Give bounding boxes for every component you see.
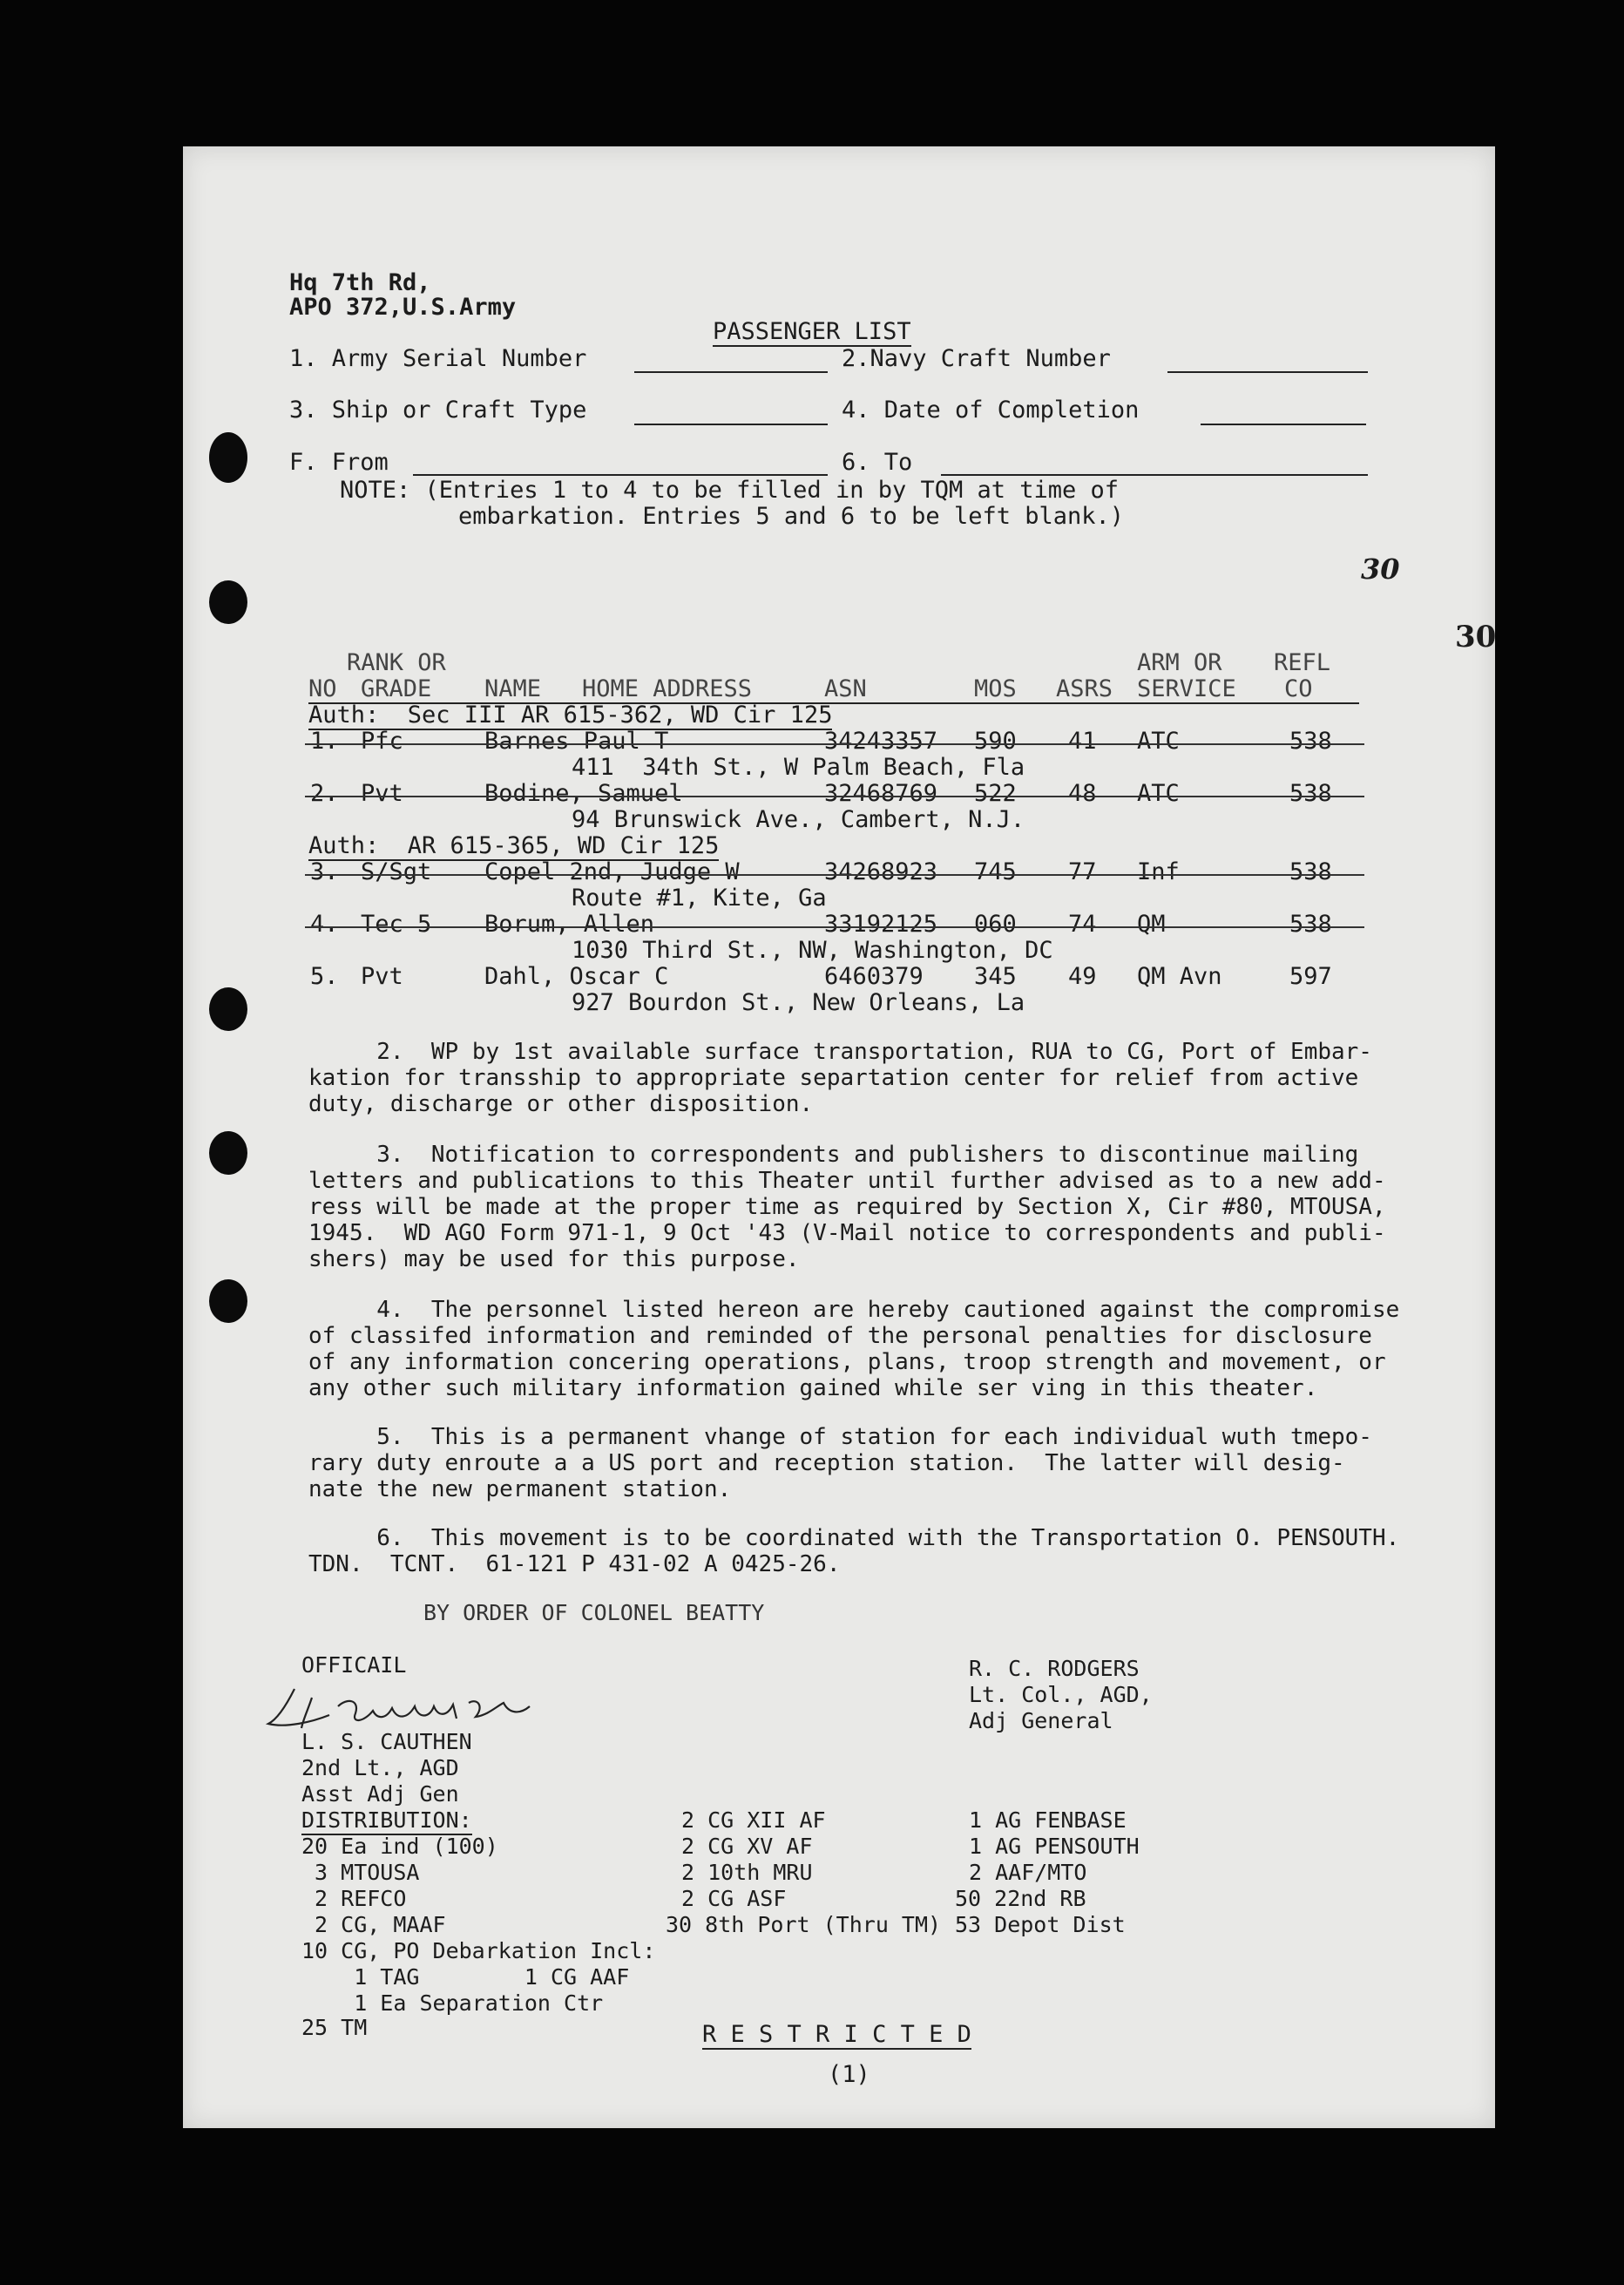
row-2-mos: 522 — [974, 780, 1017, 807]
paragraph-line: any other such military information gained while ser ving in this theater. — [308, 1375, 1318, 1401]
row-3-no: 3. — [310, 858, 339, 885]
signer-left-title: Asst Adj Gen — [301, 1781, 459, 1807]
distribution-item: 2 CG, MAAF — [301, 1912, 446, 1937]
form-note-line-1: NOTE: (Entries 1 to 4 to be filled in by TQM at time of — [340, 477, 1120, 504]
distribution-item: 1 TAG 1 CG AAF — [301, 1964, 630, 1990]
row-1-name: Barnes Paul T — [484, 728, 669, 755]
distribution-item: 10 CG, PO Debarkation Incl: — [301, 1938, 656, 1963]
col-header-home-address: HOME ADDRESS — [582, 675, 753, 702]
document-title: PASSENGER LIST — [713, 318, 911, 345]
row-3-co: 538 — [1289, 858, 1332, 885]
punch-hole — [209, 1131, 247, 1175]
col-header-service: SERVICE — [1137, 675, 1236, 702]
row-5-grade: Pvt — [361, 963, 403, 990]
row-4-asn: 33192125 — [824, 911, 938, 938]
distribution-item: 2 CG ASF — [681, 1886, 787, 1911]
field-date-of-completion: 4. Date of Completion — [842, 397, 1140, 424]
row-5-asn: 6460379 — [824, 963, 924, 990]
row-4-mos: 060 — [974, 911, 1017, 938]
row-4-grade: Tec 5 — [361, 911, 432, 938]
signer-right-name: R. C. RODGERS — [969, 1656, 1140, 1681]
col-header-asn: ASN — [824, 675, 867, 702]
field-army-serial-number: 1. Army Serial Number — [289, 345, 587, 372]
paragraph-line: 5. This is a permanent vhange of station for each individual wuth tmepo- — [308, 1424, 1372, 1450]
punch-hole — [209, 987, 247, 1031]
row-1-address: 411 34th St., W Palm Beach, Fla — [572, 754, 1025, 781]
row-1-mos: 590 — [974, 728, 1017, 755]
strike-line — [305, 796, 1364, 797]
paragraph-line: nate the new permanent station. — [308, 1476, 732, 1502]
row-2-no: 2. — [310, 780, 339, 807]
col-header-grade: GRADE — [361, 675, 432, 702]
field-to: 6. To — [842, 449, 913, 476]
row-3-name: Copel 2nd, Judge W — [484, 858, 740, 885]
row-2-grade: Pvt — [361, 780, 403, 807]
classification-marking: R E S T R I C T E D — [702, 2021, 971, 2048]
punch-hole — [209, 1279, 247, 1323]
paragraph-line: kation for transship to appropriate separtation center for relief from active — [308, 1065, 1359, 1091]
blank-line — [634, 424, 828, 425]
strike-line — [305, 743, 1364, 745]
edge-number: 30 — [1455, 620, 1497, 654]
strike-line — [305, 926, 1364, 928]
punch-hole — [209, 432, 247, 483]
distribution-item: 1 Ea Separation Ctr — [301, 1990, 604, 2016]
row-3-mos: 745 — [974, 858, 1017, 885]
row-4-no: 4. — [310, 911, 339, 938]
row-2-service: ATC — [1137, 780, 1180, 807]
row-2-asrs: 48 — [1068, 780, 1097, 807]
row-2-asn: 32468769 — [824, 780, 938, 807]
blank-line — [634, 371, 828, 373]
row-1-asn: 34243357 — [824, 728, 938, 755]
blank-line — [1167, 371, 1368, 373]
paragraph-line: 2. WP by 1st available surface transportation, RUA to CG, Port of Embar- — [308, 1039, 1372, 1065]
col-header-arm-top: ARM OR — [1137, 649, 1222, 676]
row-4-service: QM — [1137, 911, 1166, 938]
col-header-refl-top: REFL — [1274, 649, 1331, 676]
row-5-no: 5. — [310, 963, 339, 990]
distribution-item: 53 Depot Dist — [955, 1912, 1126, 1937]
row-5-name: Dahl, Oscar C — [484, 963, 669, 990]
row-1-co: 538 — [1289, 728, 1332, 755]
row-5-address: 927 Bourdon St., New Orleans, La — [572, 989, 1025, 1016]
row-5-service: QM Avn — [1137, 963, 1222, 990]
blank-line — [941, 474, 1368, 476]
blank-line — [413, 474, 828, 476]
paragraph-line: 6. This movement is to be coordinated with the Transportation O. PENSOUTH. — [308, 1525, 1400, 1551]
paragraph-line: of any information concering operations, plans, troop strength and movement, or — [308, 1349, 1386, 1375]
row-5-co: 597 — [1289, 963, 1332, 990]
field-ship-or-craft-type: 3. Ship or Craft Type — [289, 397, 587, 424]
official-label: OFFICAIL — [301, 1652, 407, 1678]
form-note-line-2: embarkation. Entries 5 and 6 to be left blank.) — [458, 503, 1125, 530]
strike-line — [305, 874, 1364, 876]
row-4-co: 538 — [1289, 911, 1332, 938]
paragraph-line: letters and publications to this Theater until further advised as to a new add- — [308, 1168, 1386, 1194]
distribution-item: 2 CG XV AF — [681, 1834, 813, 1859]
row-2-address: 94 Brunswick Ave., Cambert, N.J. — [572, 806, 1025, 833]
authority-line-2: Auth: AR 615-365, WD Cir 125 — [308, 832, 720, 859]
unit-line-1: Hq 7th Rd, — [289, 269, 431, 296]
field-from: F. From — [289, 449, 389, 476]
distribution-title: DISTRIBUTION: — [301, 1807, 472, 1835]
row-4-asrs: 74 — [1068, 911, 1097, 938]
distribution-item: 50 22nd RB — [955, 1886, 1086, 1911]
authority-line-1: Auth: Sec III AR 615-362, WD Cir 125 — [308, 702, 833, 729]
col-header-asrs: ASRS — [1056, 675, 1113, 702]
distribution-item: 25 TM — [301, 2015, 368, 2040]
distribution-item: 30 8th Port (Thru TM) — [666, 1912, 942, 1937]
col-header-rank-top: RANK OR — [347, 649, 446, 676]
row-3-service: Inf — [1137, 858, 1180, 885]
distribution-item: 1 AG FENBASE — [969, 1807, 1127, 1833]
signer-left-name: L. S. CAUTHEN — [301, 1729, 472, 1754]
col-header-name: NAME — [484, 675, 542, 702]
page-number: (1) — [828, 2061, 870, 2088]
row-1-asrs: 41 — [1068, 728, 1097, 755]
distribution-item: 20 Ea ind (100) — [301, 1834, 498, 1859]
paragraph-line: shers) may be used for this purpose. — [308, 1246, 800, 1272]
distribution-item: 1 AG PENSOUTH — [969, 1834, 1140, 1859]
row-4-name: Borum, Allen — [484, 911, 655, 938]
col-header-no: NO — [308, 675, 337, 702]
row-3-asrs: 77 — [1068, 858, 1097, 885]
blank-line — [1201, 424, 1366, 425]
paragraph-line: 4. The personnel listed hereon are hereby cautioned against the compromise — [308, 1297, 1400, 1323]
row-3-address: Route #1, Kite, Ga — [572, 885, 827, 912]
col-header-mos: MOS — [974, 675, 1017, 702]
by-order-line: BY ORDER OF COLONEL BEATTY — [423, 1600, 765, 1625]
row-3-grade: S/Sgt — [361, 858, 432, 885]
row-1-no: 1. — [310, 728, 339, 755]
paragraph-line: duty, discharge or other disposition. — [308, 1091, 814, 1117]
row-3-asn: 34268923 — [824, 858, 938, 885]
row-2-name: Bodine, Samuel — [484, 780, 683, 807]
paragraph-line: ress will be made at the proper time as required by Section X, Cir #80, MTOUSA, — [308, 1194, 1386, 1220]
distribution-item: 2 AAF/MTO — [969, 1860, 1087, 1885]
unit-line-2: APO 372,U.S.Army — [289, 294, 517, 321]
punch-hole — [209, 580, 247, 624]
distribution-item: 3 MTOUSA — [301, 1860, 420, 1885]
col-header-co: CO — [1284, 675, 1313, 702]
row-4-address: 1030 Third St., NW, Washington, DC — [572, 937, 1053, 964]
paragraph-line: TDN. TCNT. 61-121 P 431-02 A 0425-26. — [308, 1551, 841, 1577]
paragraph-line: 3. Notification to correspondents and publishers to discontinue mailing — [308, 1142, 1359, 1168]
row-5-mos: 345 — [974, 963, 1017, 990]
row-2-co: 538 — [1289, 780, 1332, 807]
distribution-item: 2 REFCO — [301, 1886, 407, 1911]
document-page — [183, 146, 1495, 2128]
distribution-item: 2 CG XII AF — [681, 1807, 826, 1833]
signer-left-rank: 2nd Lt., AGD — [301, 1755, 459, 1780]
paragraph-line: 1945. WD AGO Form 971-1, 9 Oct '43 (V-Mail notice to correspondents and publi- — [308, 1220, 1386, 1246]
signer-right-title: Adj General — [969, 1708, 1113, 1733]
signer-right-rank: Lt. Col., AGD, — [969, 1682, 1153, 1707]
distribution-item: 2 10th MRU — [681, 1860, 813, 1885]
paragraph-line: rary duty enroute a a US port and reception station. The latter will desig- — [308, 1450, 1345, 1476]
paragraph-line: of classifed information and reminded of the personal penalties for disclosure — [308, 1323, 1372, 1349]
row-1-service: ATC — [1137, 728, 1180, 755]
row-1-grade: Pfc — [361, 728, 403, 755]
field-navy-craft-number: 2.Navy Craft Number — [842, 345, 1111, 372]
row-5-asrs: 49 — [1068, 963, 1097, 990]
margin-number: 30 — [1361, 553, 1400, 586]
